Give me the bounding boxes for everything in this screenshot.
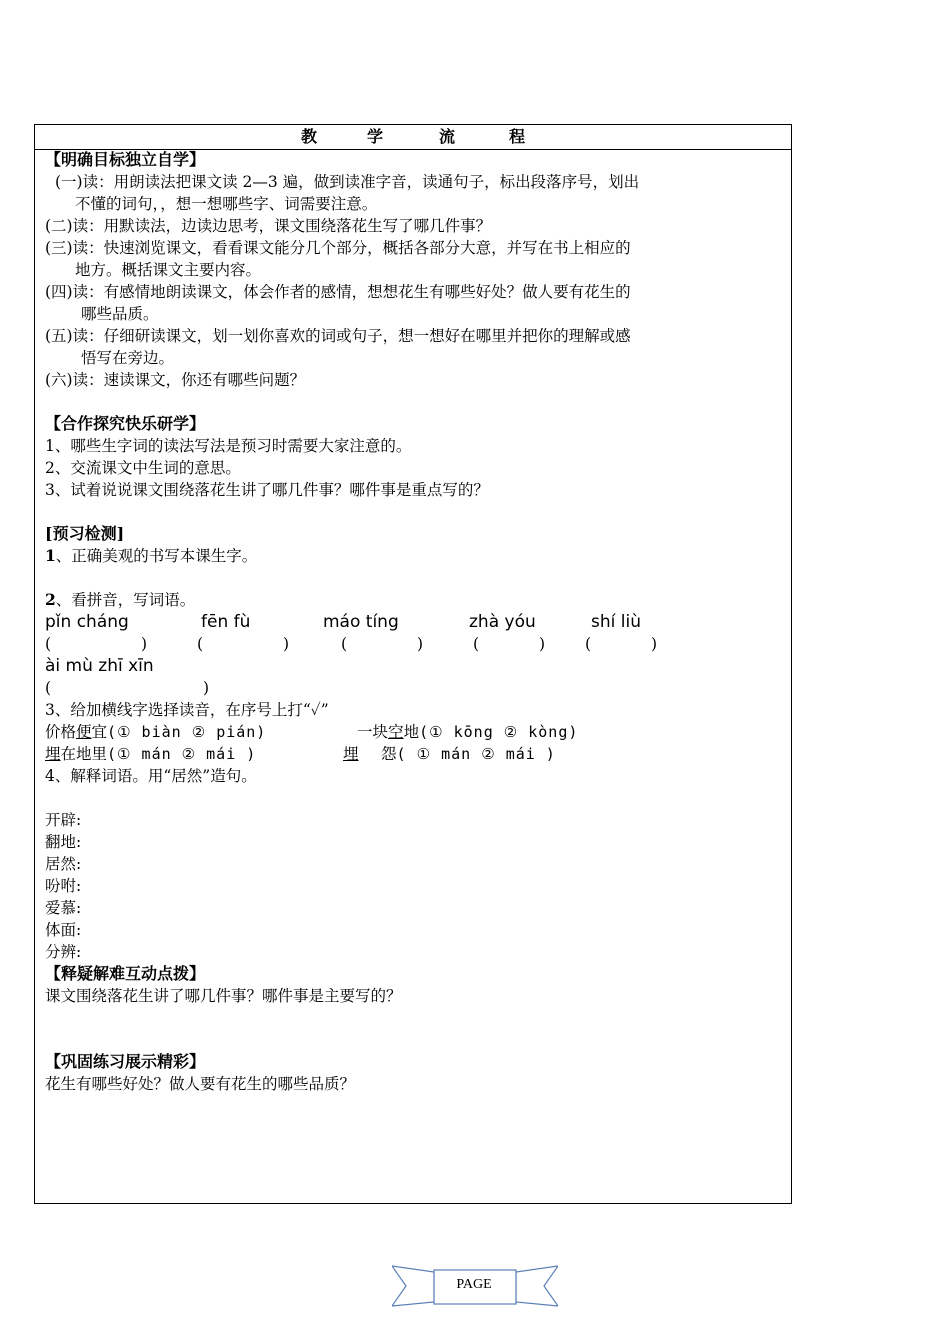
underlined-char: 空 [388, 723, 404, 741]
word-definition: 开辟: [45, 811, 82, 829]
reading-step: (六)读：速读课文，你还有哪些问题？ [45, 371, 306, 389]
pronunciation-options: (① mán ② mái ) [107, 745, 257, 763]
question-number: 1 [45, 546, 56, 565]
paren-close: ) [203, 679, 210, 697]
underlined-char: 便 [76, 723, 92, 741]
paren-open: ( [45, 635, 52, 653]
title-char: 程 [509, 127, 526, 146]
paren-close: ) [651, 635, 658, 653]
reading-step-cont: 哪些品质。 [81, 305, 159, 323]
section-heading-cooperation: 【合作探究快乐研学】 [45, 414, 206, 433]
word-definition: 居然: [45, 855, 82, 873]
question-3: 3、给加横线字选择读音，在序号上打“✓” [45, 701, 329, 719]
answer-blank-row [45, 633, 783, 655]
paren-open: ( [473, 635, 480, 653]
study-item: 1、哪些生字词的读法写法是预习时需要大家注意的。 [45, 437, 412, 455]
word-text: 怨 [381, 745, 397, 763]
underlined-char: 埋 [45, 745, 61, 763]
underlined-char: 埋 [343, 745, 359, 763]
title-char: 教 [300, 127, 317, 146]
section-heading-self-study: 【明确目标独立自学】 [45, 150, 206, 169]
pronunciation-choice-row [45, 721, 783, 743]
lesson-content [45, 149, 783, 1095]
reading-step: (三)读：快速浏览课文，看看课文能分几个部分，概括各部分大意，并写在书上相应的 [45, 239, 631, 257]
study-item: 3、试着说说课文围绕落花生讲了哪几件事？哪件事是重点写的？ [45, 481, 489, 499]
word-text: 在地里 [60, 745, 108, 763]
word-text: 一块 [357, 723, 389, 741]
paren-close: ) [283, 635, 290, 653]
question-4: 4、解释词语。用“居然”造句。 [45, 767, 257, 785]
answer-blank-row [45, 677, 783, 699]
title-char: 流 [439, 127, 456, 146]
question-text: 、看拼音，写词语。 [55, 591, 196, 609]
pinyin-word: shí liù [591, 612, 641, 632]
practice-question: 花生有哪些好处？做人要有花生的哪些品质？ [45, 1075, 356, 1093]
word-definition: 体面: [45, 921, 82, 939]
section-heading-discussion: 【释疑解难互动点拨】 [45, 964, 206, 983]
reading-step: (二)读：用默读法，边读边思考，课文围绕落花生写了哪几件事？ [45, 217, 492, 235]
frame-title [35, 125, 791, 150]
paren-close: ) [417, 635, 424, 653]
pronunciation-options: ( ① mán ② mái ) [396, 745, 556, 763]
reading-step: (一)读：用朗读法把课文读 2—3 遍，做到读准字音，读通句子，标出段落序号，划出 [55, 173, 640, 191]
discussion-question: 课文围绕落花生讲了哪几件事？哪件事是主要写的？ [45, 987, 402, 1005]
paren-open: ( [197, 635, 204, 653]
pinyin-word: zhà yóu [469, 612, 536, 632]
pinyin-word: fēn fù [201, 612, 251, 632]
study-item: 2、交流课文中生词的意思。 [45, 459, 241, 477]
reading-step-cont: 地方。概括课文主要内容。 [75, 261, 262, 279]
pinyin-word: ài mù zhī xīn [45, 656, 154, 676]
paren-open: ( [45, 679, 52, 697]
reading-step: (四)读：有感情地朗读课文，体会作者的感情，想想花生有哪些好处？做人要有花生的 [45, 283, 631, 301]
word-text: 宜 [91, 723, 108, 741]
pronunciation-choice-row [45, 743, 783, 765]
pinyin-row [45, 611, 783, 633]
word-definition: 吩咐: [45, 877, 82, 895]
reading-step: (五)读：仔细研读课文，划一划你喜欢的词或句子，想一想好在哪里并把你的理解或感 [45, 327, 631, 345]
reading-step-cont: 悟写在旁边。 [81, 349, 175, 367]
page-footer-ribbon [392, 1262, 558, 1310]
question-2 [45, 589, 783, 611]
paren-close: ) [539, 635, 546, 653]
paren-open: ( [341, 635, 348, 653]
pronunciation-options: (① kōng ② kòng) [419, 723, 579, 741]
word-text: 价格 [45, 723, 77, 741]
paren-open: ( [585, 635, 592, 653]
paren-close: ) [141, 635, 148, 653]
pinyin-row [45, 655, 783, 677]
title-char: 学 [366, 127, 383, 146]
word-definition: 分辨: [45, 943, 82, 961]
lesson-frame [34, 124, 792, 1204]
word-definition: 翻地: [45, 833, 82, 851]
word-text: 地 [403, 723, 420, 741]
question-text: 、正确美观的书写本课生字。 [55, 547, 258, 565]
pronunciation-options: (① biàn ② pián) [107, 723, 267, 741]
reading-step-cont: 不懂的词句，，想一想哪些字、词需要注意。 [75, 195, 378, 213]
page-label: PAGE [456, 1277, 492, 1292]
pinyin-word: pǐn cháng [45, 612, 129, 632]
question-number: 2 [45, 590, 56, 609]
question-1 [45, 545, 783, 567]
word-definition: 爱慕: [45, 899, 82, 917]
pinyin-word: máo tíng [323, 612, 399, 632]
section-heading-preview-test: [预习检测] [45, 524, 125, 543]
section-heading-practice: 【巩固练习展示精彩】 [45, 1052, 206, 1071]
